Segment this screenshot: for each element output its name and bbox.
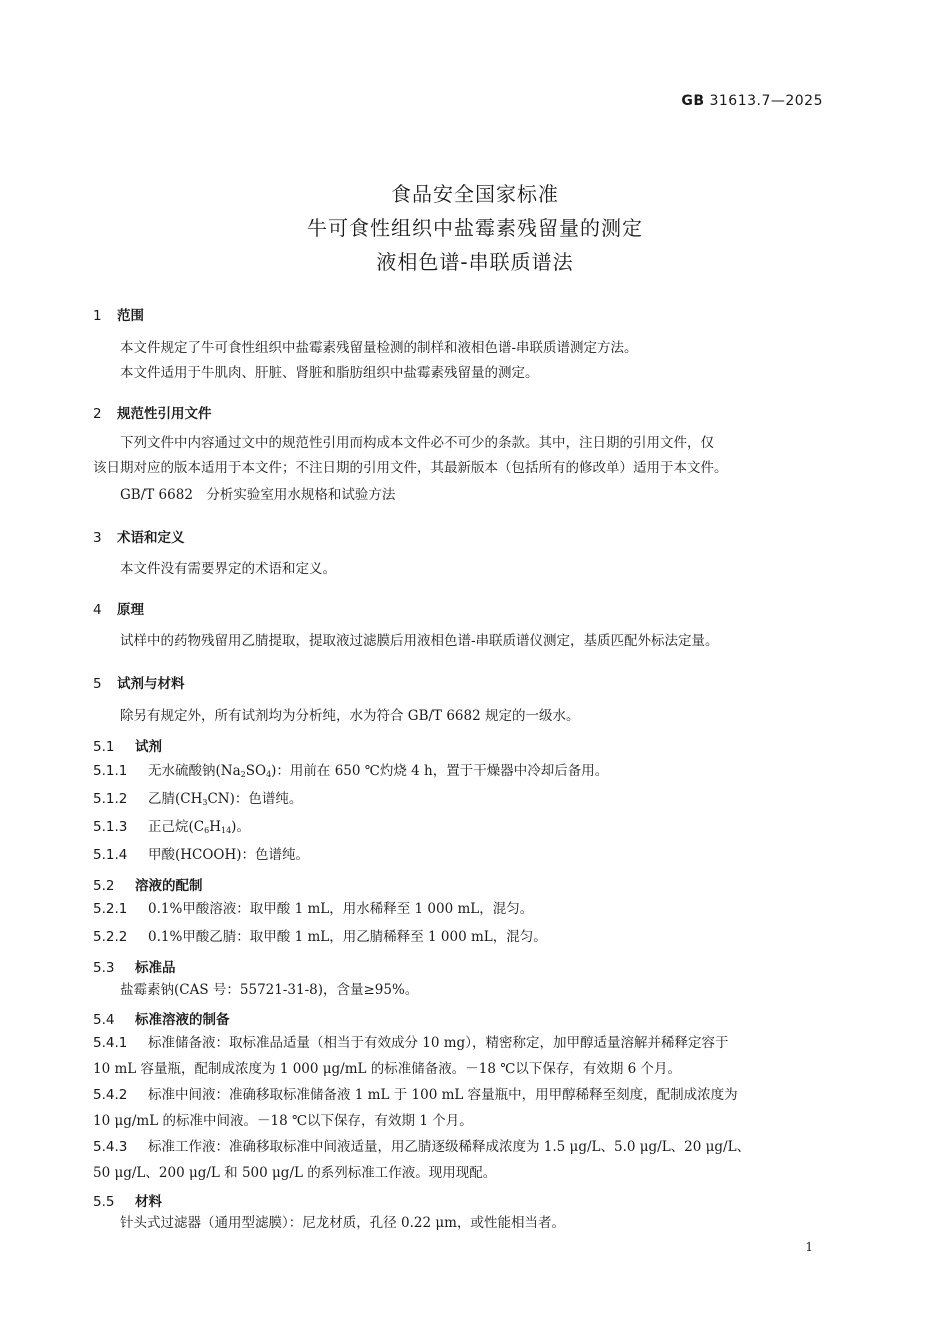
section-5-3-para: 盐霉素钠(CAS 号：55721-31-8)，含量≥95%。	[120, 982, 419, 998]
title-line-2: 牛可食性组织中盐霉素残留量的测定	[307, 216, 643, 240]
item-5-4-1-a: 5.4.1 标准储备液：取标准品适量（相当于有效成分 10 mg），精密称定，加甲醇适量溶解并稀释定容于	[93, 1035, 729, 1051]
item-5-4-2-b: 10 μg/mL 的标准中间液。－18 ℃以下保存，有效期 1 个月。	[93, 1113, 473, 1129]
page-number: 1	[805, 1240, 813, 1254]
section-5-3-heading: 5.3 标准品	[93, 960, 176, 976]
item-5-4-3-a: 5.4.3 标准工作液：准确移取标准中间液适量，用乙腈逐级稀释成浓度为 1.5 μg/L、5.0 μg/L、20 μg/L、	[93, 1139, 751, 1155]
section-3-heading: 3 术语和定义	[93, 530, 185, 546]
section-2-para-1b: 该日期对应的版本适用于本文件；不注日期的引用文件，其最新版本（包括所有的修改单）适用于本文件。	[93, 460, 728, 476]
section-3-para-1: 本文件没有需要界定的术语和定义。	[120, 561, 336, 577]
section-2-heading: 2 规范性引用文件	[93, 406, 212, 422]
item-5-4-1-b: 10 mL 容量瓶，配制成浓度为 1 000 μg/mL 的标准储备液。－18 ℃以下保存，有效期 6 个月。	[93, 1061, 682, 1077]
section-5-5-para: 针头式过滤器（通用型滤膜）：尼龙材质，孔径 0.22 μm，或性能相当者。	[120, 1215, 565, 1231]
item-5-4-2-a: 5.4.2 标准中间液：准确移取标准储备液 1 mL 于 100 mL 容量瓶中，用甲醇稀释至刻度，配制成浓度为	[93, 1087, 738, 1103]
item-5-1-1: 5.1.1 无水硫酸钠$(Na_2SO_4)$：用前在 650 ℃灼烧 4 h，置于干燥器中冷却后备用。	[93, 763, 609, 779]
section-5-5-heading: 5.5 材料	[93, 1194, 162, 1210]
section-1-para-1: 本文件规定了牛可食性组织中盐霉素残留量检测的制样和液相色谱-串联质谱测定方法。	[120, 340, 638, 356]
item-5-2-2: 5.2.2 0.1%甲酸乙腈：取甲酸 1 mL，用乙腈稀释至 1 000 mL，混匀。	[93, 929, 547, 945]
section-4-heading: 4 原理	[93, 602, 144, 618]
item-5-1-3: 5.1.3 正己烷$(C_6H_{14})$。	[93, 819, 250, 835]
item-5-1-2: 5.1.2 乙腈$(CH_3CN)$：色谱纯。	[93, 791, 303, 807]
section-1-para-2: 本文件适用于牛肌肉、肝脏、肾脏和脂肪组织中盐霉素残留量的测定。	[120, 365, 539, 381]
item-5-4-3-b: 50 μg/L、200 μg/L 和 500 μg/L 的系列标准工作液。现用现配。	[93, 1165, 497, 1181]
section-5-heading: 5 试剂与材料	[93, 676, 185, 692]
section-2-reference: GB/T 6682 分析实验室用水规格和试验方法	[120, 487, 396, 503]
section-5-1-heading: 5.1 试剂	[93, 739, 162, 755]
section-1-heading: 1 范围	[93, 308, 144, 324]
title-line-3: 液相色谱-串联质谱法	[376, 250, 574, 274]
standard-number	[681, 93, 823, 109]
section-5-4-heading: 5.4 标准溶液的制备	[93, 1012, 230, 1028]
title-line-1: 食品安全国家标准	[391, 182, 559, 206]
standard-prefix: GB	[681, 93, 705, 109]
item-5-2-1: 5.2.1 0.1%甲酸溶液：取甲酸 1 mL，用水稀释至 1 000 mL，混匀。	[93, 901, 534, 917]
section-5-2-heading: 5.2 溶液的配制	[93, 878, 203, 894]
section-4-para-1: 试样中的药物残留用乙腈提取，提取液过滤膜后用液相色谱-串联质谱仪测定，基质匹配外标法定量。	[120, 633, 719, 649]
section-2-para-1a: 下列文件中内容通过文中的规范性引用而构成本文件必不可少的条款。其中，注日期的引用文件，仅	[120, 435, 714, 451]
item-5-1-4: 5.1.4 甲酸(HCOOH)：色谱纯。	[93, 847, 310, 863]
standard-code: 31613.7—2025	[709, 93, 823, 109]
section-5-para-1: 除另有规定外，所有试剂均为分析纯，水为符合 GB/T 6682 规定的一级水。	[120, 708, 580, 724]
